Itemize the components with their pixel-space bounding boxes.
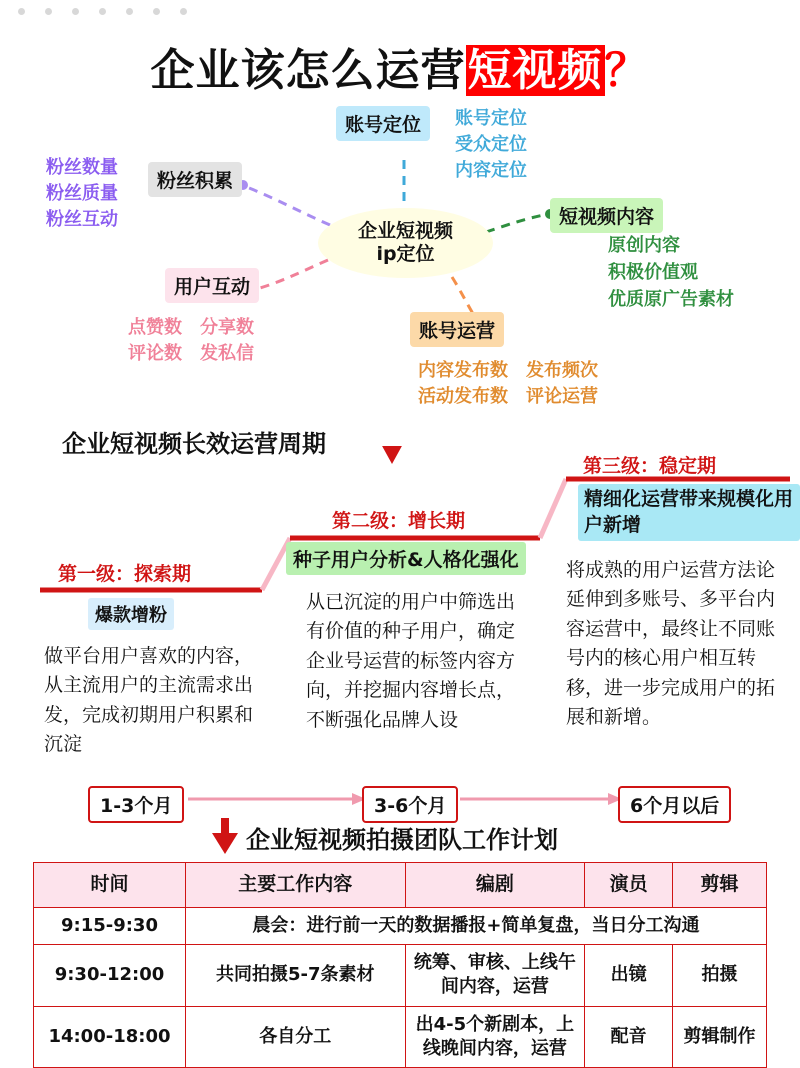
col-time: 时间 bbox=[34, 863, 186, 908]
title-part-1: 企业该怎么运营 bbox=[150, 45, 466, 96]
cycle-heading: 企业短视频长效运营周期 bbox=[62, 430, 326, 458]
node-short-video-content: 短视频内容 bbox=[550, 198, 663, 233]
stage-3-tag: 精细化运营带来规模化用户新增 bbox=[578, 484, 800, 541]
title-part-3: ？ bbox=[604, 45, 650, 96]
table-arrow-icon bbox=[205, 816, 245, 858]
col-work: 主要工作内容 bbox=[185, 863, 405, 908]
row-2-writer: 统筹、审核、上线午间内容，运营 bbox=[405, 944, 585, 1006]
table-row bbox=[34, 907, 767, 944]
row-1-time: 9:15-9:30 bbox=[34, 907, 186, 944]
row-2-actor: 出镜 bbox=[585, 944, 673, 1006]
center-line-2: ip定位 bbox=[376, 243, 435, 265]
node-short-video-content-details: 原创内容 积极价值观 优质原广告素材 bbox=[608, 235, 734, 310]
stage-2-label: 第二级：增长期 bbox=[332, 510, 466, 532]
row-2-editor: 拍摄 bbox=[673, 944, 767, 1006]
row-2-work: 共同拍摄5-7条素材 bbox=[185, 944, 405, 1006]
node-account-operation: 账号运营 bbox=[410, 312, 504, 347]
row-3-writer: 出4-5个新剧本，上线晚间内容，运营 bbox=[405, 1006, 585, 1068]
row-3-work: 各自分工 bbox=[185, 1006, 405, 1068]
node-account-position: 账号定位 bbox=[336, 106, 430, 141]
row-1-work: 晨会：进行前一天的数据播报+简单复盘，当日分工沟通 bbox=[185, 907, 766, 944]
stage-1-body: 做平台用户喜欢的内容，从主流用户的主流需求出发，完成初期用户积累和沉淀 bbox=[44, 645, 254, 756]
col-actor: 演员 bbox=[585, 863, 673, 908]
node-user-interaction-details: 点赞数 分享数 评论数 发私信 bbox=[128, 317, 254, 365]
title-part-2: 短视频 bbox=[467, 45, 603, 96]
col-editor: 剪辑 bbox=[673, 863, 767, 908]
stage-3-period: 6个月以后 bbox=[618, 786, 731, 823]
row-3-editor: 剪辑制作 bbox=[673, 1006, 767, 1068]
row-3-time: 14:00-18:00 bbox=[34, 1006, 186, 1068]
stage-2-tag: 种子用户分析&人格化强化 bbox=[286, 542, 526, 575]
table-row bbox=[34, 1006, 767, 1068]
schedule-table bbox=[33, 862, 767, 1068]
row-2-time: 9:30-12:00 bbox=[34, 944, 186, 1006]
table-header-row bbox=[34, 863, 767, 908]
node-fans-accumulate: 粉丝积累 bbox=[148, 162, 242, 197]
col-writer: 编剧 bbox=[405, 863, 585, 908]
stage-2-body: 从已沉淀的用户中筛选出有价值的种子用户，确定企业号运营的标签内容方向，并挖掘内容增长点，不断强化品牌人设 bbox=[306, 591, 516, 731]
node-user-interaction: 用户互动 bbox=[165, 268, 259, 303]
mindmap bbox=[0, 100, 800, 430]
schedule-heading: 企业短视频拍摄团队工作计划 bbox=[246, 826, 558, 854]
stage-2-period: 3-6个月 bbox=[362, 786, 458, 823]
center-line-1: 企业短视频 bbox=[357, 219, 453, 242]
node-account-operation-details: 内容发布数 发布频次 活动发布数 评论运营 bbox=[418, 360, 598, 408]
table-row bbox=[34, 944, 767, 1006]
stage-1-tag: 爆款增粉 bbox=[88, 598, 174, 630]
decorative-dots bbox=[18, 8, 187, 15]
stage-1-period: 1-3个月 bbox=[88, 786, 184, 823]
node-fans-accumulate-details: 粉丝数量 粉丝质量 粉丝互动 bbox=[46, 157, 118, 231]
stage-1-label: 第一级：探索期 bbox=[58, 563, 192, 585]
page-title bbox=[0, 34, 800, 98]
stage-3-body: 将成熟的用户运营方法论延伸到多账号、多平台内容运营中，最终让不同账号内的核心用户相互转移，进一步完成用户的拓展和新增。 bbox=[566, 559, 776, 729]
stage-3-label: 第三级：稳定期 bbox=[583, 455, 717, 477]
row-3-actor: 配音 bbox=[585, 1006, 673, 1068]
cycle-diagram bbox=[0, 446, 800, 836]
node-account-position-details: 账号定位 受众定位 内容定位 bbox=[455, 108, 527, 182]
mindmap-center-node bbox=[318, 208, 493, 278]
